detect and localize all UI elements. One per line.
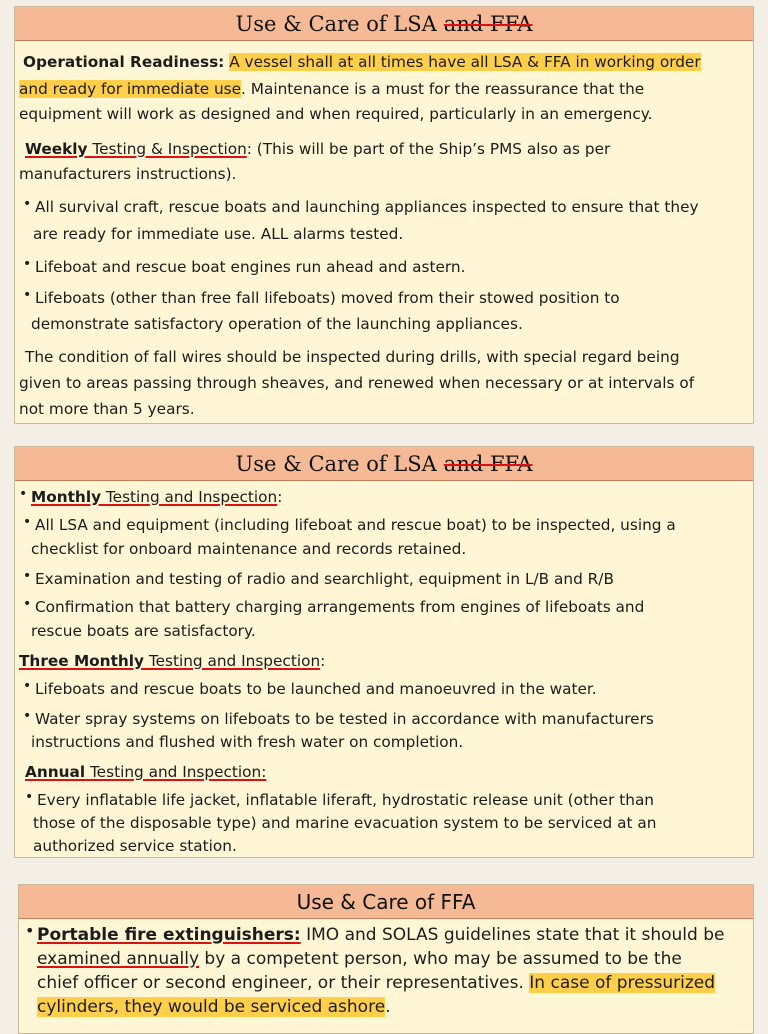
fall-wires-line-2: given to areas passing through sheaves, and renewed when necessary or at intervals of [19,374,695,392]
pfe-line-3 [37,971,715,995]
pfe-text-1: IMO and SOLAS guidelines state that it should be [300,925,725,945]
pfe-label: Portable fire extinguishers: [37,925,301,945]
annual-label: Annual [25,763,86,781]
fall-wires-line-3: not more than 5 years. [19,400,195,418]
readiness-highlight-1: A vessel shall at all times have all LSA & FFA in working order [229,53,701,71]
monthly-label: Monthly [31,488,102,506]
annual-bullet-1-cont-1: those of the disposable type) and marine evacuation system to be serviced at an [33,814,657,832]
weekly-line-2: manufacturers instructions). [19,165,237,183]
monthly-bullet-1: • All LSA and equipment (including lifeboat and rescue boat) to be inspected, using a [35,515,676,535]
pfe-highlight-1: In case of pressurized [529,973,716,993]
pfe-text-2: by a competent person, who may be assumed to be the [199,949,682,969]
monthly-bullet-2: • Examination and testing of radio and searchlight, equipment in L/B and R/B [35,569,614,589]
fall-wires-line-1: The condition of fall wires should be inspected during drills, with special regard being [25,348,680,366]
three-monthly-bullet-2: • Water spray systems on lifeboats to be tested in accordance with manufacturers [35,709,654,729]
weekly-bullet-3-cont: demonstrate satisfactory operation of the launching appliances. [31,315,523,333]
weekly-label-rest: Testing & Inspection [87,140,247,158]
three-monthly-bullet-1: • Lifeboats and rescue boats to be launched and manoeuvred in the water. [35,679,597,699]
slide-title-struck: and FFA [443,11,533,36]
slide-title [19,885,753,919]
pfe-text-4: . [385,997,391,1017]
slide-lsa-ffa-1 [14,6,754,424]
pfe-line-2 [37,947,682,971]
readiness-label: Operational Readiness: [23,53,225,71]
readiness-line-2 [19,79,644,99]
slide-title-text: Use & Care of LSA [235,11,437,36]
readiness-highlight-2: and ready for immediate use [19,80,242,98]
readiness-line-3: equipment will work as designed and when required, particularly in an emergency. [19,105,653,123]
three-monthly-colon: : [320,652,326,670]
annual-label-rest: Testing and Inspection: [85,763,267,781]
monthly-colon: : [277,488,283,506]
three-monthly-label: Three Monthly [19,652,144,670]
weekly-bullet-1: • All survival craft, rescue boats and launching appliances inspected to ensure that they [35,197,699,217]
three-monthly-bullet-2-cont: instructions and flushed with fresh water on completion. [31,733,464,751]
monthly-label-rest: Testing and Inspection [101,488,278,506]
monthly-heading [31,487,282,507]
three-monthly-heading [19,651,325,671]
slide-title-text: Use & Care of FFA [296,889,476,914]
weekly-label: Weekly [25,140,88,158]
weekly-bullet-1-cont: are ready for immediate use. ALL alarms tested. [33,225,404,243]
pfe-highlight-2: cylinders, they would be serviced ashore [37,997,386,1017]
slide-title-struck: and FFA [443,451,533,476]
monthly-bullet-3: • Confirmation that battery charging arrangements from engines of lifeboats and [35,597,644,617]
slide-ffa [18,884,754,1034]
pfe-text-3: chief officer or second engineer, or their representatives. [37,973,530,993]
weekly-bullet-3: • Lifeboats (other than free fall lifeboats) moved from their stowed position to [35,288,620,308]
annual-bullet-1: • Every inflatable life jacket, inflatable liferaft, hydrostatic release unit (other than [37,790,654,810]
weekly-bullet-2: • Lifeboat and rescue boat engines run ahead and astern. [35,257,465,277]
weekly-heading [25,139,610,159]
monthly-bullet-1-cont: checklist for onboard maintenance and records retained. [31,540,467,558]
slide-lsa-ffa-2 [14,446,754,858]
weekly-text: : (This will be part of the Ship’s PMS also as per [246,140,611,158]
annual-bullet-1-cont-2: authorized service station. [33,837,237,855]
pfe-examined-annually: examined annually [37,949,200,969]
pfe-line-4 [37,995,391,1019]
readiness-text: . Maintenance is a must for the reassurance that the [241,80,645,98]
monthly-bullet-3-cont: rescue boats are satisfactory. [31,622,256,640]
slide-title [15,447,753,481]
slide-title [15,7,753,41]
pfe-line-1 [37,923,724,947]
three-monthly-label-rest: Testing and Inspection [143,652,321,670]
readiness-line-1 [23,52,701,72]
annual-heading [25,762,266,782]
slide-title-text: Use & Care of LSA [235,451,437,476]
